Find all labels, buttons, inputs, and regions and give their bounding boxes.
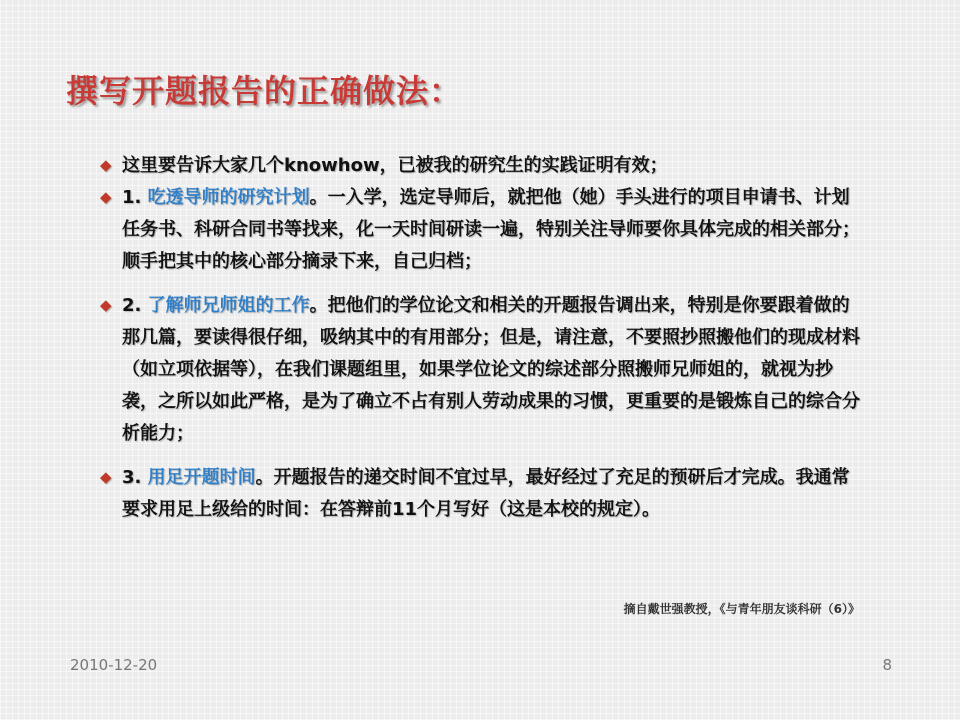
diamond-bullet-icon: ◆ [100, 296, 112, 314]
diamond-bullet-icon: ◆ [100, 156, 112, 174]
footer-date: 2010-12-20 [70, 656, 158, 674]
item-text: 。一入学，选定导师后，就把他（她）手头进行的项目申请书、计划任务书、科研合同书等找来，化一天时间研读一遍，特别关注导师要你具体完成的相关部分；顺手把其中的核心部分摘录下来，自己归档； [122, 187, 860, 272]
page-number: 8 [882, 656, 892, 674]
list-item-2 [100, 290, 860, 450]
slide-title: 撰写开题报告的正确做法： [66, 72, 463, 110]
item-highlight: 吃透导师的研究计划 [147, 187, 310, 208]
item-text: 。把他们的学位论文和相关的开题报告调出来，特别是你要跟着做的那几篇，要读得很仔细，吸纳其中的有用部分；但是，请注意，不要照抄照搬他们的现成材料（如立项依据等），在我们课题组里，如果学位论文的综述部分照搬师兄师姐的，就视为抄袭，之所以如此严格，是为了确立不占有别人劳动成果的习惯，更重要的是锻炼自己的综合分析能力； [122, 295, 860, 444]
bullet-list [100, 150, 860, 526]
diamond-bullet-icon: ◆ [100, 188, 112, 206]
source-citation: 摘自戴世强教授，《与青年朋友谈科研（6）》 [623, 602, 860, 616]
list-item-1 [100, 182, 860, 278]
list-item-3 [100, 462, 860, 526]
item-text: 。开题报告的递交时间不宜过早，最好经过了充足的预研后才完成。我通常要求用足上级给的时间：在答辩前11个月写好（这是本校的规定）。 [122, 467, 850, 520]
list-item-intro [100, 150, 860, 182]
item-number: 2. [122, 295, 142, 316]
item-text: 这里要告诉大家几个knowhow，已被我的研究生的实践证明有效； [122, 155, 668, 176]
item-number: 1. [122, 187, 142, 208]
item-highlight: 了解师兄师姐的工作 [147, 295, 310, 316]
diamond-bullet-icon: ◆ [100, 468, 112, 486]
item-highlight: 用足开题时间 [147, 467, 256, 488]
item-number: 3. [122, 467, 142, 488]
